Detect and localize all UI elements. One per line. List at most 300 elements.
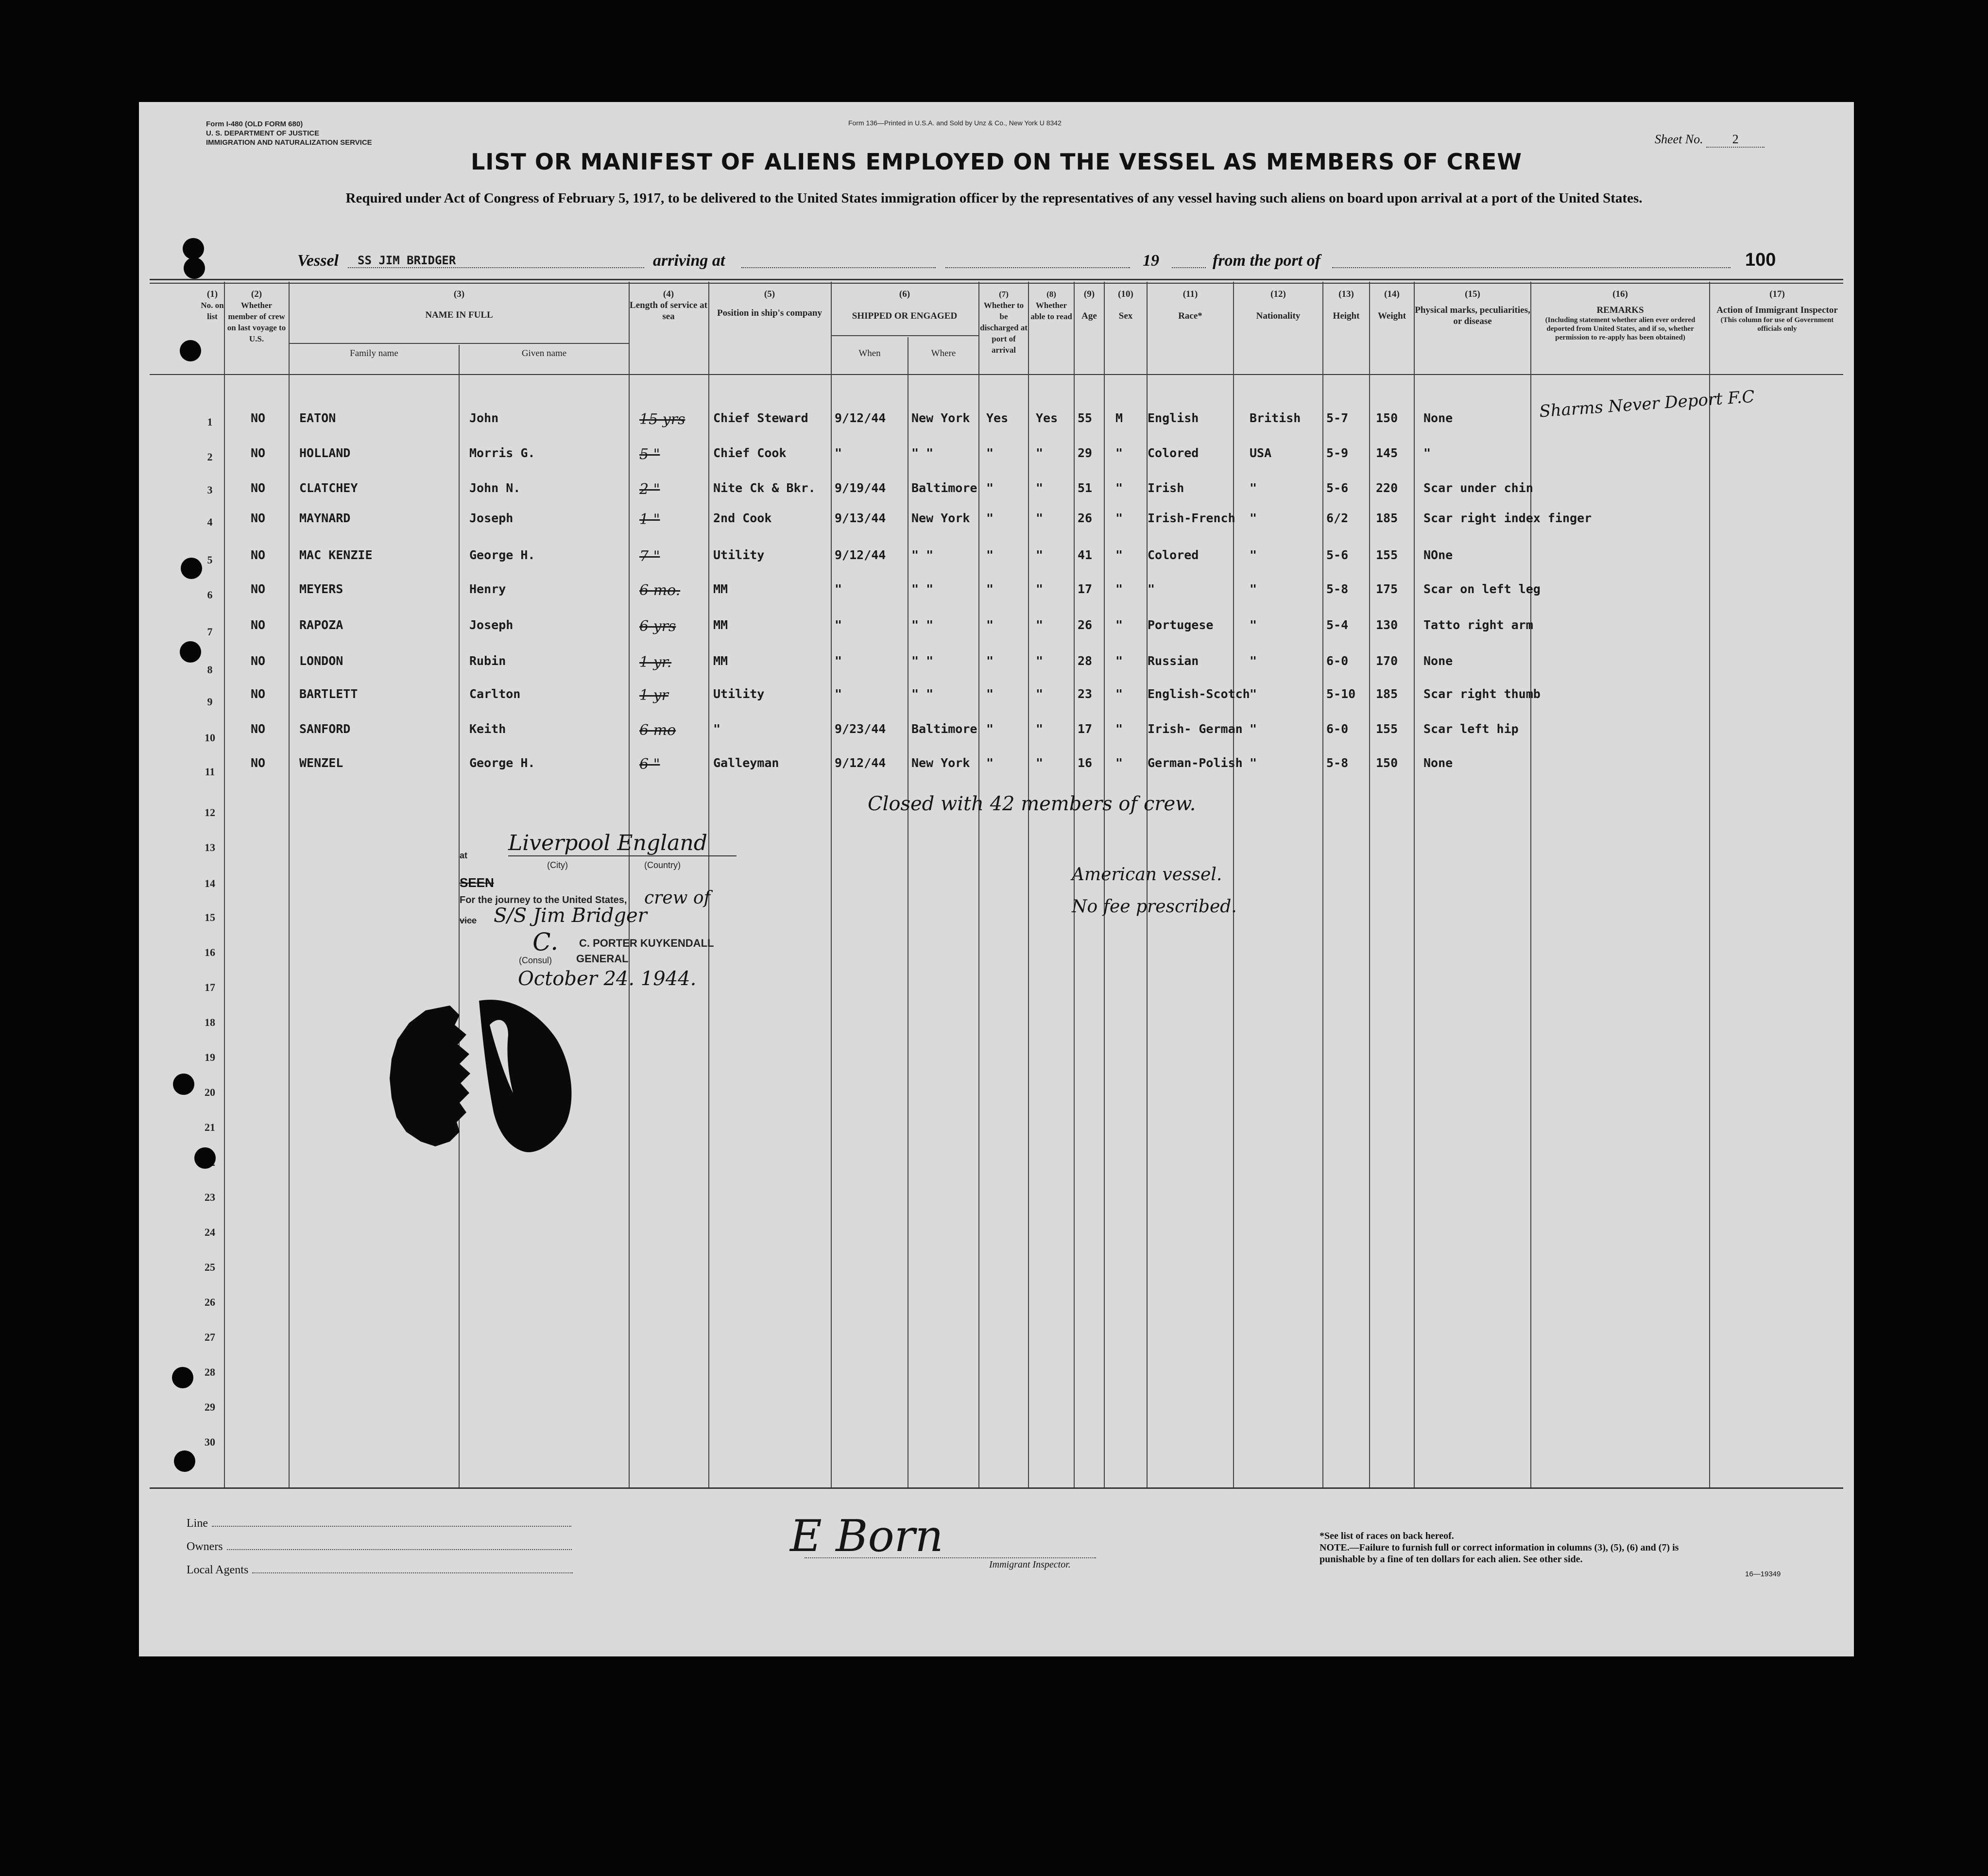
service-length-cell: 6 mo — [639, 722, 676, 739]
last-voyage-cell: NO — [251, 618, 266, 632]
shipped-when-cell: " — [835, 654, 842, 668]
last-voyage-cell: NO — [251, 548, 266, 562]
agents-label: Local Agents — [187, 1564, 249, 1576]
footer-notes — [1320, 1530, 1689, 1565]
physical-marks-cell: Scar under chin — [1423, 481, 1533, 495]
shipped-where-cell: New York — [911, 411, 970, 425]
col-header-10: (10) Sex — [1118, 289, 1133, 321]
service-length-cell: 1 yr. — [639, 654, 672, 671]
sheet-number: 2 — [1706, 132, 1765, 148]
footer-fields — [187, 1512, 573, 1582]
line-number: 27 — [205, 1331, 215, 1343]
physical-marks-cell: Tatto right arm — [1423, 618, 1533, 632]
header-bottom-rule — [150, 374, 1843, 375]
punch-hole — [173, 1074, 194, 1095]
able-to-read-cell: " — [1036, 756, 1044, 770]
service-length-cell: 5 " — [639, 446, 660, 463]
sex-cell: M — [1115, 411, 1123, 425]
family-name-cell: BARTLETT — [299, 687, 358, 701]
table-row — [139, 687, 1854, 706]
service-length-cell: 1 yr — [639, 687, 668, 704]
punch-hole — [172, 1367, 193, 1388]
col-header-5: (5) Position in ship's company — [717, 289, 822, 318]
nationality-cell: " — [1250, 481, 1257, 495]
line-number: 14 — [205, 877, 215, 889]
from-port-field — [1332, 260, 1731, 268]
line-number: 7 — [207, 626, 213, 638]
physical-marks-cell: Scar left hip — [1423, 722, 1519, 736]
given-name-cell: John N. — [469, 481, 521, 495]
nationality-cell: " — [1250, 722, 1257, 736]
when-header: When — [858, 348, 881, 358]
line-label: Line — [187, 1517, 208, 1530]
age-cell: 26 — [1078, 511, 1093, 525]
height-cell: 5-9 — [1326, 446, 1349, 460]
age-cell: 51 — [1078, 481, 1093, 495]
year-prefix: 19 — [1143, 252, 1159, 270]
position-cell: MM — [713, 582, 728, 596]
line-number: 26 — [205, 1296, 215, 1308]
punch-hole — [194, 1147, 216, 1169]
shipped-where-cell: New York — [911, 756, 970, 770]
height-cell: 5-6 — [1326, 548, 1349, 562]
shipped-where-cell: " " — [911, 582, 934, 596]
line-number: 13 — [205, 841, 215, 853]
line-number: 1 — [207, 416, 213, 428]
height-cell: 5-10 — [1326, 687, 1356, 701]
col-header-14: (14) Weight — [1377, 289, 1406, 321]
race-cell: " — [1148, 582, 1155, 596]
sex-cell: " — [1115, 446, 1123, 460]
discharged-cell: " — [986, 511, 994, 525]
age-cell: 41 — [1078, 548, 1093, 562]
where-header: Where — [931, 348, 956, 358]
line-number: 10 — [205, 732, 215, 744]
vessel-line — [139, 247, 1854, 276]
form-code: 16—19349 — [1745, 1570, 1781, 1578]
consul-name: C. PORTER KUYKENDALL — [579, 937, 714, 949]
inspector-signature: E Born — [790, 1511, 943, 1562]
arriving-label: arriving at — [653, 252, 725, 270]
table-row — [139, 722, 1854, 741]
race-cell: Irish-French — [1148, 511, 1235, 525]
race-cell: Irish — [1148, 481, 1184, 495]
race-cell: German-Polish — [1148, 756, 1243, 770]
shipped-when-cell: 9/19/44 — [835, 481, 886, 495]
family-name-cell: MAYNARD — [299, 511, 351, 525]
general-label: GENERAL — [576, 953, 629, 965]
height-cell: 5-4 — [1326, 618, 1349, 632]
nationality-cell: " — [1250, 548, 1257, 562]
line-number: 30 — [205, 1436, 215, 1448]
position-cell: " — [713, 722, 721, 736]
family-name-cell: EATON — [299, 411, 336, 425]
line-number: 25 — [205, 1261, 215, 1273]
sex-cell: " — [1115, 511, 1123, 525]
col-header-6: (6) SHIPPED OR ENGAGED — [852, 289, 958, 321]
line-number: 4 — [207, 516, 213, 528]
given-name-cell: Morris G. — [469, 446, 535, 460]
age-cell: 17 — [1078, 722, 1093, 736]
crew-of-handwritten: crew of — [644, 888, 710, 908]
given-name-cell: Carlton — [469, 687, 521, 701]
last-voyage-cell: NO — [251, 756, 266, 770]
line-number: 6 — [207, 589, 213, 601]
height-cell: 6-0 — [1326, 722, 1349, 736]
nationality-cell: " — [1250, 618, 1257, 632]
able-to-read-cell: " — [1036, 654, 1044, 668]
line-number: 16 — [205, 946, 215, 958]
consul-signature: C. — [531, 927, 559, 957]
line-number: 19 — [205, 1051, 215, 1063]
discharged-cell: Yes — [986, 411, 1009, 425]
from-port-label: from the port of — [1213, 252, 1320, 270]
ship-handwritten: S/S Jim Bridger — [494, 904, 647, 927]
nationality-cell: " — [1250, 687, 1257, 701]
age-cell: 17 — [1078, 582, 1093, 596]
family-name-header: Family name — [350, 348, 398, 358]
nationality-cell: USA — [1250, 446, 1272, 460]
race-cell: English-Scotch — [1148, 687, 1250, 701]
sex-cell: " — [1115, 548, 1123, 562]
weight-cell: 150 — [1376, 411, 1398, 425]
family-name-cell: RAPOZA — [299, 618, 343, 632]
race-cell: Irish- German — [1148, 722, 1243, 736]
height-cell: 5-7 — [1326, 411, 1349, 425]
line-number: 15 — [205, 911, 215, 923]
family-name-cell: SANFORD — [299, 722, 351, 736]
punch-hole — [174, 1450, 195, 1472]
fine-note: NOTE.—Failure to furnish full or correct information in columns (3), (5), (6) and (7) is punishable by a fine of ten dollars for each alien. See other side. — [1320, 1542, 1679, 1565]
height-cell: 5-8 — [1326, 582, 1349, 596]
weight-cell: 220 — [1376, 481, 1398, 495]
family-name-cell: HOLLAND — [299, 446, 351, 460]
city-label: (City) — [547, 860, 568, 870]
discharged-cell: " — [986, 582, 994, 596]
col-header-15: (15) Physical marks, peculiarities, or disease — [1415, 289, 1530, 326]
position-cell: Nite Ck & Bkr. — [713, 481, 816, 495]
weight-cell: 175 — [1376, 582, 1398, 596]
year-field — [1172, 260, 1206, 268]
position-cell: MM — [713, 654, 728, 668]
given-name-cell: Rubin — [469, 654, 506, 668]
shipped-when-cell: 9/12/44 — [835, 548, 886, 562]
physical-marks-cell: None — [1423, 411, 1453, 425]
given-name-cell: George H. — [469, 548, 535, 562]
table-row — [139, 618, 1854, 637]
col-header-1: (1) No. on list — [201, 289, 224, 321]
given-name-cell: Keith — [469, 722, 506, 736]
age-cell: 16 — [1078, 756, 1093, 770]
col-header-4: (4) Length of service at sea — [630, 289, 707, 322]
shipped-where-cell: " " — [911, 548, 934, 562]
given-name-cell: Joseph — [469, 511, 514, 525]
line-number: 21 — [205, 1121, 215, 1133]
given-name-cell: George H. — [469, 756, 535, 770]
race-cell: Portugese — [1148, 618, 1214, 632]
sex-cell: " — [1115, 582, 1123, 596]
arriving-port-field — [741, 260, 936, 268]
weight-cell: 155 — [1376, 722, 1398, 736]
vessel-name: SS JIM BRIDGER — [348, 254, 644, 268]
shipped-when-cell: 9/12/44 — [835, 756, 886, 770]
last-voyage-cell: NO — [251, 654, 266, 668]
physical-marks-cell: NOne — [1423, 548, 1453, 562]
discharged-cell: " — [986, 548, 994, 562]
line-number: 3 — [207, 484, 213, 496]
given-name-cell: John — [469, 411, 499, 425]
able-to-read-cell: " — [1036, 687, 1044, 701]
able-to-read-cell: " — [1036, 548, 1044, 562]
age-cell: 28 — [1078, 654, 1093, 668]
position-cell: Chief Steward — [713, 411, 808, 425]
col-header-12: (12) Nationality — [1256, 289, 1301, 321]
sex-cell: " — [1115, 687, 1123, 701]
vessel-label: Vessel — [297, 252, 339, 270]
inspector-label: Immigrant Inspector. — [989, 1559, 1071, 1570]
weight-cell: 130 — [1376, 618, 1398, 632]
date-handwritten: October 24. 1944. — [518, 968, 697, 990]
shipped-where-cell: " " — [911, 654, 934, 668]
physical-marks-cell: Scar right thumb — [1423, 687, 1541, 701]
service-length-cell: 2 " — [639, 481, 660, 498]
height-cell: 6-0 — [1326, 654, 1349, 668]
owners-field — [227, 1549, 572, 1550]
table-top-rule — [150, 279, 1843, 280]
weight-cell: 150 — [1376, 756, 1398, 770]
weight-cell: 155 — [1376, 548, 1398, 562]
race-cell: English — [1148, 411, 1199, 425]
able-to-read-cell: " — [1036, 582, 1044, 596]
shipped-where-cell: " " — [911, 618, 934, 632]
owners-label: Owners — [187, 1540, 223, 1553]
col-header-8: (8) Whether able to read — [1030, 290, 1072, 321]
given-name-cell: Joseph — [469, 618, 514, 632]
page-subtitle: Required under Act of Congress of February 5, 1917, to be delivered to the United States immigration officer by the representatives of any vessel having such aliens on board upon arrival at a port of the United States. — [345, 190, 1643, 206]
vice-label: vice — [460, 916, 477, 925]
family-name-cell: CLATCHEY — [299, 481, 358, 495]
last-voyage-cell: NO — [251, 481, 266, 495]
family-name-cell: MEYERS — [299, 582, 343, 596]
service-length-cell: 6 mo. — [639, 582, 681, 599]
last-voyage-cell: NO — [251, 511, 266, 525]
discharged-cell: " — [986, 687, 994, 701]
table-row — [139, 481, 1854, 500]
consul-endorsement — [460, 831, 809, 996]
weight-cell: 170 — [1376, 654, 1398, 668]
name-sub-rule — [289, 343, 629, 344]
weight-cell: 185 — [1376, 687, 1398, 701]
family-name-cell: MAC KENZIE — [299, 548, 373, 562]
position-cell: 2nd Cook — [713, 511, 772, 525]
physical-marks-cell: " — [1423, 446, 1431, 460]
agents-field — [252, 1572, 573, 1573]
col-header-2: (2) Whether member of crew on last voyage to U.S. — [227, 289, 286, 343]
height-cell: 5-8 — [1326, 756, 1349, 770]
discharged-cell: " — [986, 722, 994, 736]
discharged-cell: " — [986, 446, 994, 460]
punch-hole — [181, 558, 202, 579]
race-note: *See list of races on back hereof. — [1320, 1531, 1454, 1541]
city-handwritten: Liverpool England — [508, 831, 737, 856]
consul-label: (Consul) — [519, 955, 552, 965]
line-number: 8 — [207, 664, 213, 676]
printer-note: Form 136—Printed in U.S.A. and Sold by Unz & Co., New York U 8342 — [848, 119, 1062, 127]
able-to-read-cell: " — [1036, 618, 1044, 632]
nationality-cell: British — [1250, 411, 1301, 425]
position-cell: MM — [713, 618, 728, 632]
seen-label: SEEN — [460, 875, 494, 890]
last-voyage-cell: NO — [251, 687, 266, 701]
at-label: at — [460, 851, 468, 860]
line-number: 2 — [207, 451, 213, 463]
line-number: 28 — [205, 1366, 215, 1378]
page-title: LIST OR MANIFEST OF ALIENS EMPLOYED ON THE VESSEL AS MEMBERS OF CREW — [470, 149, 1522, 175]
age-cell: 55 — [1078, 411, 1093, 425]
sex-cell: " — [1115, 756, 1123, 770]
punch-hole — [183, 238, 204, 259]
journey-text: For the journey to the United States, — [460, 895, 627, 905]
col-header-9: (9) Age — [1081, 289, 1097, 321]
position-cell: Utility — [713, 687, 765, 701]
race-cell: Colored — [1148, 446, 1199, 460]
shipped-where-cell: Baltimore — [911, 481, 977, 495]
race-cell: Colored — [1148, 548, 1199, 562]
page-number: 100 — [1745, 250, 1776, 270]
position-cell: Utility — [713, 548, 765, 562]
physical-marks-cell: Scar right index finger — [1423, 511, 1592, 525]
shipped-sub-rule — [831, 335, 978, 336]
shipped-where-cell: " " — [911, 446, 934, 460]
col-header-3: (3) NAME IN FULL — [425, 289, 493, 320]
shipped-when-cell: " — [835, 618, 842, 632]
family-name-cell: WENZEL — [299, 756, 343, 770]
nationality-cell: " — [1250, 756, 1257, 770]
able-to-read-cell: " — [1036, 511, 1044, 525]
sex-cell: " — [1115, 654, 1123, 668]
no-fee-note: No fee prescribed. — [1072, 897, 1237, 917]
last-voyage-cell: NO — [251, 722, 266, 736]
race-cell: Russian — [1148, 654, 1199, 668]
shipped-when-cell: 9/12/44 — [835, 411, 886, 425]
nationality-cell: " — [1250, 511, 1257, 525]
position-cell: Galleyman — [713, 756, 779, 770]
weight-cell: 145 — [1376, 446, 1398, 460]
line-number: 11 — [205, 766, 215, 778]
inspector-signature-line — [805, 1557, 1096, 1558]
service-length-cell: 15 yrs — [639, 411, 686, 428]
arrival-date-field — [945, 260, 1130, 268]
col-header-13: (13) Height — [1333, 289, 1360, 321]
weight-cell: 185 — [1376, 511, 1398, 525]
line-number: 18 — [205, 1016, 215, 1028]
nationality-cell: " — [1250, 654, 1257, 668]
table-top-rule-2 — [150, 283, 1843, 284]
shipped-when-cell: " — [835, 582, 842, 596]
age-cell: 29 — [1078, 446, 1093, 460]
table-row — [139, 446, 1854, 465]
shipped-when-cell: 9/23/44 — [835, 722, 886, 736]
service-length-cell: 1 " — [639, 511, 660, 528]
shipped-when-cell: " — [835, 446, 842, 460]
sheet-number-field: Sheet No. 2 — [1655, 132, 1765, 148]
age-cell: 23 — [1078, 687, 1093, 701]
service-length-cell: 7 " — [639, 548, 660, 565]
family-name-cell: LONDON — [299, 654, 343, 668]
line-number: 23 — [205, 1191, 215, 1203]
col-header-17: (17) Action of Immigrant Inspector (This column for use of Government officials only — [1716, 289, 1838, 333]
sex-cell: " — [1115, 618, 1123, 632]
shipped-where-cell: Baltimore — [911, 722, 977, 736]
american-vessel-note: American vessel. — [1072, 865, 1222, 885]
remark-row1: Sharms Never Deport F.C — [1539, 387, 1755, 422]
table-row — [139, 548, 1854, 567]
punch-hole — [180, 641, 201, 663]
consular-seal — [362, 996, 596, 1161]
line-number: 24 — [205, 1226, 215, 1238]
service-length-cell: 6 yrs — [639, 618, 676, 635]
closed-note: Closed with 42 members of crew. — [868, 793, 1196, 815]
last-voyage-cell: NO — [251, 582, 266, 596]
country-label: (Country) — [644, 860, 681, 870]
line-number: 5 — [207, 554, 213, 566]
table-row — [139, 756, 1854, 775]
manifest-sheet — [139, 102, 1854, 1656]
shipped-where-cell: New York — [911, 511, 970, 525]
position-cell: Chief Cook — [713, 446, 787, 460]
table-row — [139, 511, 1854, 530]
line-number: 20 — [205, 1086, 215, 1098]
able-to-read-cell: " — [1036, 446, 1044, 460]
given-name-header: Given name — [521, 348, 567, 358]
physical-marks-cell: None — [1423, 756, 1453, 770]
punch-hole — [184, 257, 205, 279]
able-to-read-cell: " — [1036, 481, 1044, 495]
line-number: 9 — [207, 696, 213, 708]
nationality-cell: " — [1250, 582, 1257, 596]
discharged-cell: " — [986, 481, 994, 495]
shipped-when-cell: 9/13/44 — [835, 511, 886, 525]
height-cell: 5-6 — [1326, 481, 1349, 495]
physical-marks-cell: Scar on left leg — [1423, 582, 1541, 596]
discharged-cell: " — [986, 756, 994, 770]
able-to-read-cell: " — [1036, 722, 1044, 736]
form-number: Form I-480 (OLD FORM 680) U. S. DEPARTMENT OF JUSTICE IMMIGRATION AND NATURALIZATION SERVICE — [206, 120, 372, 147]
height-cell: 6/2 — [1326, 511, 1349, 525]
col-header-7: (7) Whether to be discharged at port of arrival — [980, 290, 1028, 355]
punch-hole — [180, 340, 201, 361]
table-row — [139, 582, 1854, 601]
given-name-cell: Henry — [469, 582, 506, 596]
last-voyage-cell: NO — [251, 446, 266, 460]
age-cell: 26 — [1078, 618, 1093, 632]
discharged-cell: " — [986, 618, 994, 632]
line-number: 17 — [205, 981, 215, 993]
table-row — [139, 654, 1854, 673]
able-to-read-cell: Yes — [1036, 411, 1058, 425]
shipped-where-cell: " " — [911, 687, 934, 701]
physical-marks-cell: None — [1423, 654, 1453, 668]
discharged-cell: " — [986, 654, 994, 668]
last-voyage-cell: NO — [251, 411, 266, 425]
col-header-16: (16) REMARKS (Including statement whether alien ever ordered deported from United States, and if so, whether permission to re-apply has been obtained) — [1545, 289, 1696, 341]
shipped-when-cell: " — [835, 687, 842, 701]
line-number: 12 — [205, 806, 215, 819]
service-length-cell: 6 " — [639, 756, 660, 773]
line-number: 29 — [205, 1401, 215, 1413]
sex-cell: " — [1115, 722, 1123, 736]
sex-cell: " — [1115, 481, 1123, 495]
